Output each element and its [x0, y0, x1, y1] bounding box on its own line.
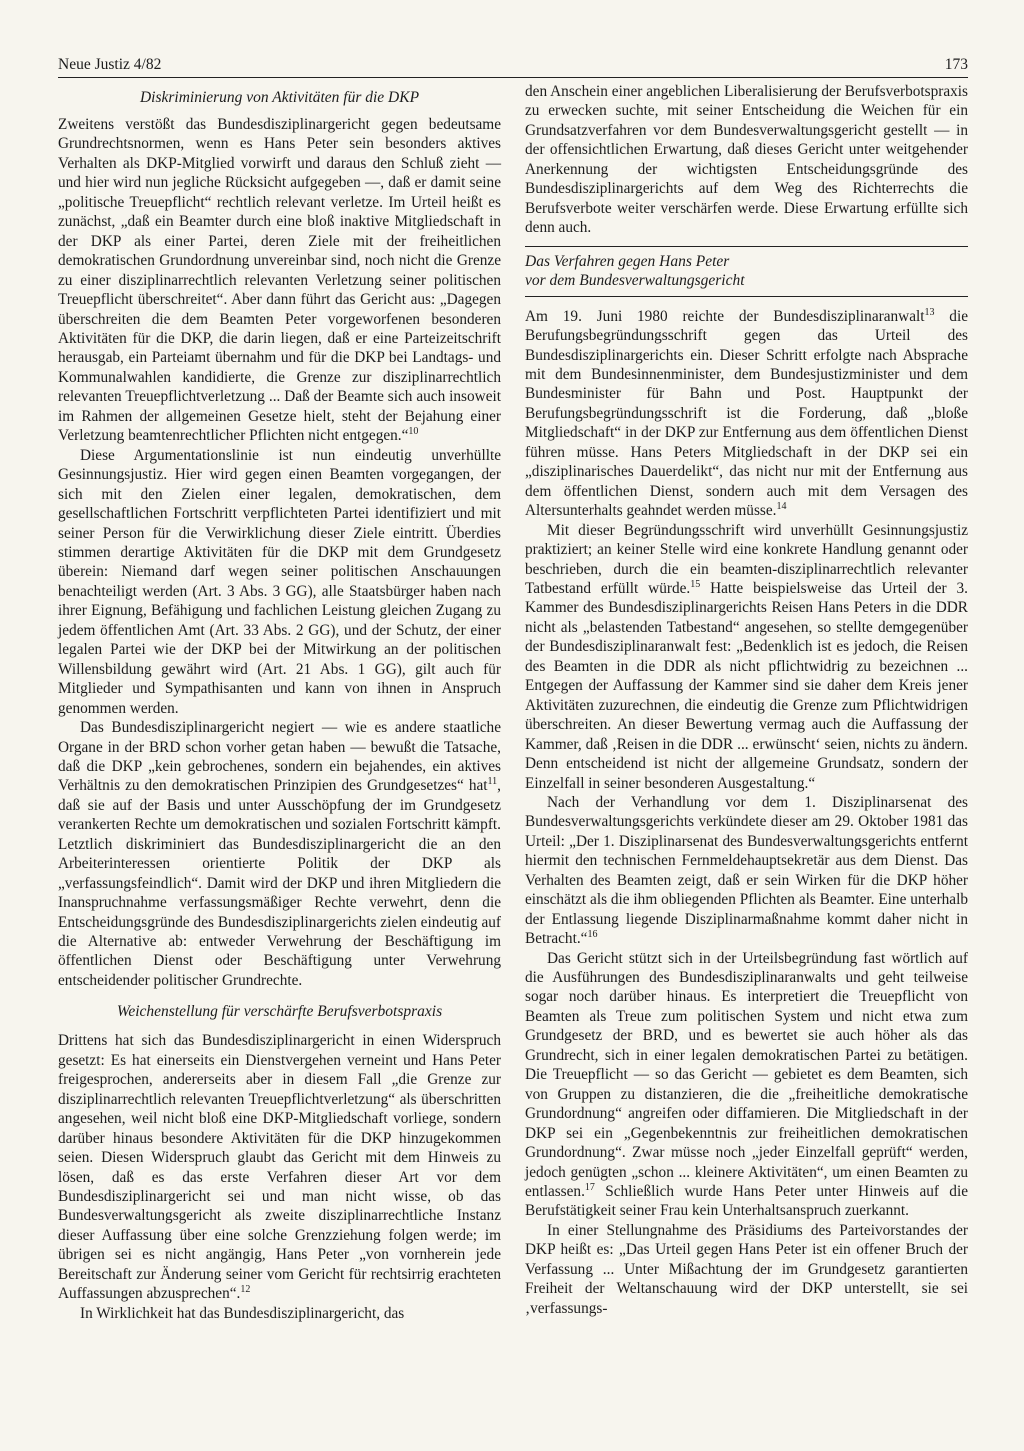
heading-line: Das Verfahren gegen Hans Peter [525, 252, 730, 270]
right-column [525, 82, 968, 1323]
paragraph: Drittens hat sich das Bundesdisziplinargericht in einen Widerspruch gesetzt: Es hat einerseits ein Dienstvergehen verneint und Hans Peter freigesprochen, andererseits aber in diesem Fall „die Grenze zur disziplinarrechtlich relevanten Treuepflichtverletzung“ als überschritten angesehen, weil nicht bloß eine DKP-Mitgliedschaft vorliege, sondern darüber hinaus besondere Aktivitäten für die DKP hinzugekommen seien. Diesen Widerspruch glaubt das Gericht mit dem Hinweis zu lösen, daß es das erste Verfahren dieser Art vor dem Bundesdisziplinargericht sei und man nicht wisse, ob das Bundesverwaltungsgericht als zweite disziplinarrechtliche Instanz dieser Auffassung über eine solche Grenzziehung folgen werde; im übrigen sei es nicht angängig, Hans Peter „von vornherein jede Bereitschaft zur Änderung seiner vom Gericht für rechtsirrig erachteten Auffassungen abzusprechen“.$^{12}$ [58, 1032, 501, 1303]
header-rule [58, 77, 968, 78]
footnote-ref[interactable]: 10 [408, 426, 419, 438]
paragraph: In Wirklichkeit hat das Bundesdisziplinargericht, das [80, 1304, 405, 1322]
heading-line: vor dem Bundesverwaltungsgericht [525, 272, 745, 290]
paragraph: Am 19. Juni 1980 reichte der Bundesdisziplinaranwalt$^{13}$ die Berufungsbegründungsschrift gegen das Urteil des Bundesdisziplinargerichts ein. Dieser Schritt erfolgte nach Absprache mit dem Bundesinnenminister, dem Bundesjustizminister und dem Bundesminister für Bahn und Post. Hauptpunkt der Berufungsbegründungsschrift ist die Forderung, daß „bloße Mitgliedschaft“ in der DKP zur Entfernung aus dem öffentlichen Dienst führen müsse. Hans Peters Mitgliedschaft in der DKP sei ein „disziplinarisches Dauerdelikt“, das nicht nur mit der Entfernung aus dem öffentlichen Dienst, sondern auch mit dem Versagen des Altersunterhalts geahndet werden müsse.$^{14}$ [525, 306, 968, 520]
paragraph: Nach der Verhandlung vor dem 1. Disziplinarsenat des Bundesverwaltungsgerichts verkündete dieser am 29. Oktober 1981 das Urteil: „Der 1. Disziplinarsenat des Bundesverwaltungsgerichts entfernt hiermit den technischen Fernmeldehauptsekretär aus dem Dienst. Das Verhalten des Beamten zeigt, daß er sein Wirken für die DKP höher einschätzt als die ihm obliegenden Pflichten als Beamter. Eine unterhalb der Entlassung liegende Disziplinarmaßnahme kommt daher nicht in Betracht.“$^{16}$ [525, 793, 968, 948]
paragraph: den Anschein einer angeblichen Liberalisierung der Berufsverbotspraxis zu erwecken suchte, mit seiner Entscheidung die Weichen für ein Grundsatzverfahren vor dem Bundesverwaltungsgericht gestellt — in der offensichtlichen Erwartung, daß dieses Gericht unter weitgehender Anerkennung der wichtigsten Entscheidungsgründe des Bundesdisziplinargerichts auf dem Weg des Richterrechts die Berufsverbote weiter verschärfen werde. Diese Erwartung erfüllte sich denn auch. [525, 83, 968, 237]
page-header [58, 56, 968, 74]
section-heading-discrimination: Diskriminierung von Aktivitäten für die DKP [139, 89, 420, 106]
footnote-ref[interactable]: 16 [587, 929, 598, 941]
footnote-ref[interactable]: 15 [690, 578, 701, 590]
page-number: 173 [944, 56, 968, 73]
footnote-ref[interactable]: 12 [240, 1284, 251, 1296]
text-columns [58, 82, 968, 1323]
left-column [58, 82, 501, 1323]
paragraph: Das Bundesdisziplinargericht negiert — wie es andere staatliche Organe in der BRD schon vorher getan haben — bewußt die Tatsache, daß die DKP „kein gebrochenes, sondern ein bejahendes, ein aktives Verhältnis zu den demokratischen Prinzipien des Grundgesetzes“ hat$^{11}$, daß sie auf der Basis und unter Ausschöpfung der im Grundgesetz verankerten Rechte um demokratischen und sozialen Fortschritt kämpft. Letztlich diskriminiert das Bundesdisziplinargericht die an den Arbeiterinteressen orientierte Politik der DKP als „verfassungsfeindlich“. Damit wird der DKP und ihren Mitgliedern die Inanspruchnahme verfassungsmäßiger Rechte verwehrt, denn die Entscheidungsgründe des Bundesdisziplinargerichts zielen eindeutig auf die Alternative ab: entweder Verwehrung der Beschäftigung im öffentlichen Dienst oder Beschäftigung unter Verwehrung entscheidender politischer Grundrechte. [58, 719, 501, 989]
paragraph: Mit dieser Begründungsschrift wird unverhüllt Gesinnungsjustiz praktiziert; an keiner Stelle wird eine konkrete Handlung genannt oder beschrieben, durch die ein beamten-disziplinarrechtlich relevanter Tatbestand erfüllt würde.$^{15}$ Hatte beispielsweise das Urteil der 3. Kammer des Bundesdisziplinargerichts Reisen Hans Peters in die DDR nicht als „belastenden Tatbestand“ angesehen, so stellte demgegenüber der Bundesdisziplinaranwalt fest: „Bedenklich ist es jedoch, die Reisen des Beamten in die DDR als nicht pflichtwidrig zu bezeichnen ... Entgegen der Auffassung der Kammer sind sie daher dem Kreis jener Aktivitäten zuzurechnen, die eindeutig die Grenze zum Pflichtwidrigen überschreiten. An dieser Bewertung vermag auch die Auffassung der Kammer, daß ‚Reisen in die DDR ... erwünscht‘ seien, nichts zu ändern. Denn entscheidend ist nicht der allgemeine Grundsatz, sondern der Einzelfall in seiner besonderen Ausgestaltung.“ [525, 521, 968, 792]
footnote-ref[interactable]: 13 [924, 306, 935, 318]
section-heading-berufsverbot: Weichenstellung für verschärfte Berufsverbotspraxis [116, 1003, 443, 1021]
paragraph: Das Gericht stützt sich in der Urteilsbegründung fast wörtlich auf die Ausführungen des Bundesdisziplinaranwalts und geht teilweise sogar noch darüber hinaus. Es interpretiert die Treuepflicht von Beamten als Treue zum politischen System und nicht etwa zum Grundgesetz der BRD, und es bewertet sie auch höher als das Grundrecht, sich in einer legalen demokratischen Partei zu betätigen. Die Treuepflicht — so das Gericht — gebietet es dem Beamten, sich von Gruppen zu distanzieren, die die „freiheitliche demokratische Grundordnung“ angreifen oder diffamieren. Die Mitgliedschaft in der DKP sei ein „Gegenbekenntnis zur freiheitlichen demokratischen Grundordnung“. Zwar müsse noch „jeder Einzelfall geprüft“ werden, jedoch genügten „schon ... kleinere Aktivitäten“, um einen Beamten zu entlassen.$^{17}$ Schließlich wurde Hans Peter unter Hinweis auf die Berufstätigkeit seiner Frau kein Unterhaltsanspruch zuerkannt. [525, 949, 968, 1220]
footnote-ref[interactable]: 11 [487, 776, 498, 788]
paragraph: Diese Argumentationslinie ist nun eindeutig unverhüllte Gesinnungsjustiz. Hier wird gegen einen Beamten vorgegangen, der sich mit den Zielen einer legalen, demokratischen, dem gesellschaftlichen Fortschritt verpflichteten Partei identifiziert und mit seiner Person für die Verwirklichung dieser Ziele eintritt. Überdies stimmen derartige Aktivitäten für die DKP mit dem Grundgesetz überein: Niemand darf wegen seiner politischen Anschauungen benachteiligt werden (Art. 3 Abs. 3 GG), alle Staatsbürger haben nach ihrer Eignung, Befähigung und fachlichen Leistung gleichen Zugang zu jedem öffentlichen Amt (Art. 33 Abs. 2 GG), und der Schutz, der einer legalen Partei wie der DKP bei der Mitwirkung an der politischen Willensbildung gewährt wird (Art. 21 Abs. 1 GG), gilt auch für Mitglieder und Sympathisanten und kann von ihnen in Anspruch genommen werden. [58, 446, 501, 717]
footnote-ref[interactable]: 17 [584, 1181, 595, 1193]
section-heading-verfahren [525, 246, 968, 297]
footnote-ref[interactable]: 14 [776, 501, 787, 513]
paragraph: Zweitens verstößt das Bundesdisziplinargericht gegen bedeutsame Grundrechtsnormen, wenn es Hans Peter sein besonders aktives Verhalten als DKP-Mitglied vorwirft und daraus den Schluß zieht — und hier wird nun jegliche Rücksicht aufgegeben —, daß er damit seine „politische Treuepflicht“ rechtlich relevant verletze. Im Urteil heißt es zunächst, „daß ein Beamter durch eine bloß inaktive Mitgliedschaft in der DKP als einer Partei, deren Ziele mit der freiheitlichen demokratischen Grundordnung unvereinbar sind, noch nicht die Grenze zu einer disziplinarrechtlich relevanten Verletzung seiner politischen Treuepflicht überschreitet“. Aber dann führt das Gericht aus: „Dagegen überschreiten die dem Beamten Peter vorgeworfenen besonderen Aktivitäten für die DKP, die darin liegen, daß er eine Parteizeitschrift herausgab, ein Parteiamt übernahm und für die DKP bei Landtags- und Kommunalwahlen kandidierte, die Grenze zur disziplinarrechtlich relevanten Treuepflichtverletzung ... Daß der Beamte sich auch insoweit im Rahmen der allgemeinen Gesetze hielt, steht der Bejahung einer Verletzung beamtenrechtlicher Pflichten nicht entgegen.“$^{10}$ [58, 116, 501, 445]
paragraph: In einer Stellungnahme des Präsidiums des Parteivorstandes der DKP heißt es: „Das Urteil gegen Hans Peter ist ein offener Bruch der Verfassung ... Unter Mißachtung der im Grundgesetz garantierten Freiheit der Weltanschauung wird der DKP unterstellt, sie sei ‚verfassungs- [525, 1221, 968, 1317]
journal-title: Neue Justiz 4/82 [58, 56, 162, 73]
